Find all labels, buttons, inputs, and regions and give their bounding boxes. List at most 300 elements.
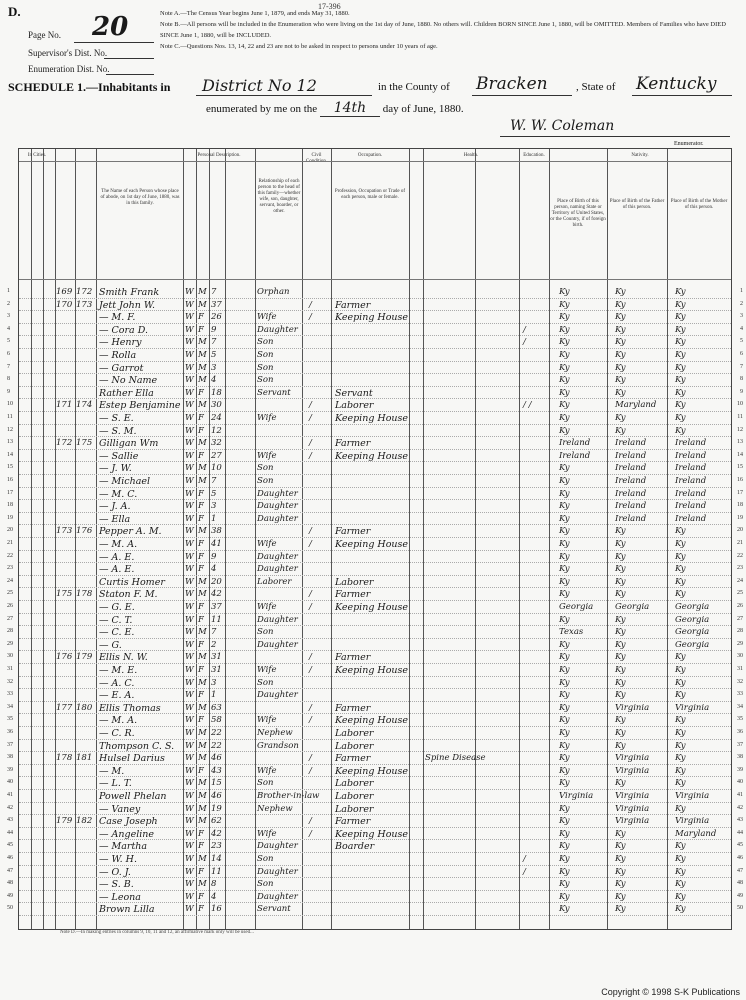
cell-name: — Henry <box>99 337 142 349</box>
cell-sex: M <box>198 299 207 310</box>
cell-relation: Daughter <box>257 614 298 625</box>
cell-sex: M <box>198 476 207 486</box>
cell-color: W <box>185 715 194 726</box>
cell-civil: / <box>309 589 312 600</box>
line-number: 31 <box>7 666 13 672</box>
cell-color: W <box>185 400 194 411</box>
cell-age: 3 <box>211 677 217 688</box>
cell-father: Ireland <box>615 463 647 474</box>
cell-color: W <box>185 375 194 386</box>
cell-civil: / <box>309 450 312 461</box>
cell-relation: Nephew <box>257 728 293 738</box>
cell-father: Ky <box>615 299 626 310</box>
cell-health: Spine Disease <box>425 753 486 764</box>
cell-mother: Ky <box>675 778 686 789</box>
cell-birth: Ky <box>559 702 570 713</box>
cell-relation: Son <box>257 854 274 864</box>
cell-age: 24 <box>211 413 222 423</box>
line-number: 30 <box>7 653 13 660</box>
cell-family: 178 <box>76 589 93 600</box>
line-number-right: 8 <box>740 376 743 383</box>
cell-age: 3 <box>211 501 217 512</box>
table-row <box>7 764 743 777</box>
cell-sex: F <box>198 904 204 915</box>
cell-name: — O. J. <box>99 866 131 878</box>
cell-color: W <box>185 690 194 701</box>
cell-birth: Ky <box>559 690 570 701</box>
line-number: 36 <box>7 729 13 735</box>
cell-sex: M <box>198 627 207 638</box>
cell-name: — J. A. <box>99 501 131 513</box>
cell-sex: F <box>198 387 204 398</box>
line-number: 12 <box>7 426 13 433</box>
cell-age: 18 <box>211 387 222 398</box>
cell-occupation: Laborer <box>335 728 374 739</box>
table-row <box>7 701 743 714</box>
line-number-right: 5 <box>740 338 743 345</box>
cell-name: Ellis N. W. <box>99 652 148 664</box>
cell-father: Ky <box>615 387 626 398</box>
cell-relation: Daughter <box>257 488 298 499</box>
cell-relation: Wife <box>257 450 277 461</box>
cell-relation: Daughter <box>257 690 298 701</box>
cell-birth: Ky <box>559 828 570 839</box>
table-row <box>7 575 743 588</box>
cell-birth: Ky <box>559 350 570 360</box>
census-notes <box>160 8 740 52</box>
cell-sex: M <box>198 375 207 386</box>
line-number-right: 36 <box>737 729 743 735</box>
cell-sex: F <box>198 488 204 499</box>
header-education: Education. <box>523 153 545 158</box>
cell-color: W <box>185 816 194 827</box>
cell-birth: Ireland <box>559 450 591 461</box>
line-number: 16 <box>7 477 13 483</box>
line-number-right: 40 <box>737 779 743 786</box>
cell-mother: Virginia <box>675 702 710 713</box>
cell-sex: M <box>198 576 207 587</box>
line-number: 6 <box>7 351 10 357</box>
cell-sex: F <box>198 828 204 839</box>
cell-name: Gilligan Wm <box>99 438 159 450</box>
cell-name: — G. E. <box>99 602 135 613</box>
line-number-right: 3 <box>740 313 743 320</box>
cell-age: 31 <box>211 652 222 663</box>
cell-age: 7 <box>211 476 217 486</box>
cell-mother: Ky <box>675 526 686 537</box>
line-number-right: 50 <box>737 905 743 912</box>
cell-father: Ky <box>615 425 626 436</box>
footnote: Note D.—In making entries in columns 9, 10, 11 and 12, an affirmative mark only will be used... <box>60 930 254 935</box>
cell-birth: Ky <box>559 854 570 864</box>
cell-color: W <box>185 841 194 852</box>
cell-age: 4 <box>211 564 217 575</box>
line-number-right: 44 <box>737 829 743 836</box>
cell-mother: Ireland <box>675 513 707 524</box>
cell-relation: Son <box>257 879 274 890</box>
cell-birth: Ky <box>559 312 570 323</box>
cell-birth: Ky <box>559 287 570 297</box>
cell-birth: Ky <box>559 665 570 675</box>
cell-father: Ky <box>615 677 626 688</box>
cell-dwelling: 173 <box>56 526 73 537</box>
cell-age: 14 <box>211 854 222 864</box>
cell-color: W <box>185 627 194 638</box>
line-number: 1 <box>7 288 10 294</box>
table-row <box>7 298 743 311</box>
cell-color: W <box>185 602 194 612</box>
cell-age: 62 <box>211 816 222 827</box>
cell-mother: Ky <box>675 387 686 398</box>
cell-relation: Orphan <box>257 287 290 297</box>
cell-birth: Ky <box>559 413 570 423</box>
table-row <box>7 789 743 802</box>
cell-age: 22 <box>211 740 222 751</box>
cell-age: 31 <box>211 665 222 675</box>
cell-color: W <box>185 891 194 902</box>
cell-mother: Ky <box>675 589 686 600</box>
cell-age: 46 <box>211 753 222 764</box>
cell-mother: Ireland <box>675 438 707 449</box>
line-number: 41 <box>7 792 13 798</box>
cell-mother: Ireland <box>675 463 707 474</box>
cell-sex: F <box>198 425 204 436</box>
cell-dwelling: 169 <box>56 287 73 297</box>
table-row <box>7 461 743 475</box>
line-number-right: 9 <box>740 388 743 395</box>
cell-sex: F <box>198 501 204 512</box>
cell-father: Ky <box>615 841 626 852</box>
cell-relation: Son <box>257 476 274 486</box>
cell-age: 20 <box>211 576 222 587</box>
cell-age: 19 <box>211 803 222 814</box>
cell-name: — M. A. <box>99 715 138 727</box>
cell-birth: Ky <box>559 765 570 776</box>
cell-occupation: Farmer <box>335 526 371 538</box>
form-code: 17-396 <box>318 2 341 11</box>
cell-color: W <box>185 476 194 486</box>
table-row <box>7 751 743 765</box>
cell-mother: Ky <box>675 539 686 549</box>
cell-edu: / <box>523 866 526 877</box>
cell-name: — Angeline <box>99 828 155 840</box>
cell-mother: Ky <box>675 350 686 360</box>
cell-father: Ireland <box>615 438 647 449</box>
cell-mother: Ky <box>675 652 686 663</box>
cell-color: W <box>185 740 194 751</box>
cell-father: Virginia <box>615 791 650 801</box>
line-number: 20 <box>7 527 13 534</box>
cell-father: Ky <box>615 312 626 323</box>
cell-father: Ky <box>615 627 626 638</box>
note-a: Note A.—The Census Year begins June 1, 1879, and ends May 31, 1880. <box>160 10 350 17</box>
cell-mother: Ireland <box>675 450 707 461</box>
line-number: 15 <box>7 464 13 471</box>
line-number: 42 <box>7 804 13 811</box>
table-row <box>7 436 743 450</box>
cell-sex: F <box>198 891 204 902</box>
table-row <box>7 474 743 487</box>
line-number-right: 31 <box>737 666 743 672</box>
cell-relation: Daughter <box>257 866 298 877</box>
cell-age: 5 <box>211 350 217 360</box>
line-number-right: 24 <box>737 577 743 584</box>
cell-mother: Virginia <box>675 791 710 801</box>
table-row <box>7 776 743 790</box>
cell-family: 175 <box>76 438 93 449</box>
cell-relation: Daughter <box>257 841 298 852</box>
table-row <box>7 550 743 563</box>
cell-father: Ky <box>615 904 626 915</box>
line-number-right: 34 <box>737 703 743 710</box>
line-number-right: 37 <box>737 741 743 748</box>
cell-name: Case Joseph <box>99 816 158 828</box>
line-number-right: 38 <box>737 754 743 761</box>
cell-mother: Ky <box>675 753 686 764</box>
cell-age: 7 <box>211 337 217 348</box>
line-number-right: 10 <box>737 401 743 408</box>
cell-name: — M. <box>99 765 125 777</box>
corner-letter: D. <box>8 4 21 19</box>
line-number: 37 <box>7 741 13 748</box>
cell-mother: Ky <box>675 665 686 675</box>
cell-occupation: Keeping House <box>335 539 409 550</box>
line-number: 24 <box>7 577 13 584</box>
cell-sex: M <box>198 463 207 474</box>
cell-sex: M <box>198 589 207 600</box>
table-row <box>7 398 743 412</box>
cell-sex: F <box>198 602 204 612</box>
header-birth-person: Place of Birth of this person, naming State or Territory of United States, or the Country, if of foreign birth. <box>550 199 606 228</box>
cell-color: W <box>185 866 194 877</box>
cell-dwelling: 171 <box>56 400 73 411</box>
cell-mother: Ky <box>675 866 686 877</box>
cell-color: W <box>185 614 194 625</box>
cell-birth: Ky <box>559 564 570 575</box>
cell-sex: F <box>198 324 204 335</box>
line-number: 47 <box>7 867 13 874</box>
cell-father: Ky <box>615 614 626 625</box>
cell-name: — Cora D. <box>99 324 149 336</box>
cell-age: 10 <box>211 463 222 474</box>
line-number-right: 28 <box>737 628 743 635</box>
table-row <box>7 562 743 576</box>
cell-father: Ky <box>615 564 626 575</box>
cell-birth: Ky <box>559 513 570 524</box>
table-row <box>7 323 743 336</box>
cell-father: Maryland <box>615 400 657 411</box>
line-number: 38 <box>7 754 13 761</box>
cell-name: Brown Lilla <box>99 904 155 916</box>
cell-relation: Son <box>257 337 274 348</box>
cell-occupation: Keeping House <box>335 312 409 324</box>
cell-name: Powell Phelan <box>99 791 167 802</box>
cell-sex: M <box>198 337 207 348</box>
cell-birth: Ky <box>559 589 570 600</box>
table-row <box>7 499 743 513</box>
line-number: 29 <box>7 640 13 647</box>
cell-father: Ky <box>615 879 626 890</box>
line-number: 19 <box>7 514 13 521</box>
cell-occupation: Laborer <box>335 778 374 790</box>
cell-father: Ky <box>615 287 626 297</box>
cell-color: W <box>185 287 194 297</box>
cell-age: 1 <box>211 513 217 524</box>
cell-sex: F <box>198 639 204 650</box>
table-row <box>7 852 743 865</box>
line-number: 13 <box>7 439 13 446</box>
table-row <box>7 814 743 828</box>
cell-dwelling: 172 <box>56 438 73 449</box>
line-number: 2 <box>7 300 10 307</box>
cell-family: 182 <box>76 816 93 827</box>
cell-sex: F <box>198 551 204 562</box>
cell-birth: Ky <box>559 425 570 436</box>
cell-mother: Ky <box>675 576 686 587</box>
cell-relation: Wife <box>257 765 277 776</box>
cell-color: W <box>185 639 194 650</box>
cell-birth: Georgia <box>559 602 594 612</box>
cell-age: 11 <box>211 614 222 625</box>
cell-relation: Wife <box>257 715 277 726</box>
cell-sex: M <box>198 287 207 297</box>
cell-edu: / / <box>523 400 532 411</box>
line-number: 21 <box>7 540 13 546</box>
census-table <box>7 148 743 930</box>
line-number: 33 <box>7 691 13 698</box>
cell-name: — A. E. <box>99 564 135 576</box>
cell-birth: Ky <box>559 526 570 537</box>
cell-sex: F <box>198 614 204 625</box>
cell-family: 179 <box>76 652 93 663</box>
table-row <box>7 449 743 462</box>
cell-father: Georgia <box>615 602 650 612</box>
cell-family: 176 <box>76 526 93 537</box>
line-number-right: 26 <box>737 603 743 609</box>
line-number: 43 <box>7 817 13 824</box>
line-number-right: 2 <box>740 300 743 307</box>
cell-relation: Son <box>257 778 274 789</box>
table-row <box>7 373 743 387</box>
cell-age: 11 <box>211 866 222 877</box>
cell-father: Ireland <box>615 488 647 499</box>
cell-occupation: Keeping House <box>335 602 409 613</box>
cell-age: 32 <box>211 438 222 449</box>
cell-birth: Ky <box>559 778 570 789</box>
cell-civil: / <box>309 715 312 726</box>
cell-family: 172 <box>76 287 93 297</box>
line-number: 22 <box>7 552 13 559</box>
cell-age: 4 <box>211 891 217 902</box>
enumerator-label: Enumerator. <box>674 141 704 147</box>
cell-color: W <box>185 526 194 537</box>
cell-name: — Michael <box>99 476 151 487</box>
cell-sex: F <box>198 841 204 852</box>
cell-father: Ky <box>615 337 626 348</box>
cell-sex: F <box>198 450 204 461</box>
cell-sex: F <box>198 665 204 675</box>
table-row <box>7 688 743 702</box>
line-number: 4 <box>7 325 10 332</box>
cell-relation: Servant <box>257 904 291 915</box>
cell-mother: Ky <box>675 400 686 411</box>
cell-sex: M <box>198 362 207 373</box>
cell-birth: Ky <box>559 501 570 512</box>
cell-birth: Ky <box>559 715 570 726</box>
cell-name: Hulsel Darius <box>99 753 165 765</box>
cell-color: W <box>185 324 194 335</box>
cell-color: W <box>185 904 194 915</box>
table-row <box>7 877 743 891</box>
cell-name: — M. F. <box>99 312 136 324</box>
cell-color: W <box>185 652 194 663</box>
line-number: 34 <box>7 703 13 710</box>
cell-father: Virginia <box>615 816 650 827</box>
cell-name: — Rolla <box>99 350 137 361</box>
line-number-right: 32 <box>737 678 743 685</box>
cell-age: 42 <box>211 828 222 839</box>
cell-birth: Ky <box>559 324 570 335</box>
cell-mother: Ireland <box>675 476 707 486</box>
table-row <box>7 865 743 878</box>
cell-civil: / <box>309 438 312 449</box>
table-row <box>7 663 743 676</box>
cell-name: Rather Ella <box>99 387 154 399</box>
cell-relation: Daughter <box>257 564 298 575</box>
header-relationship: Relationship of each person to the head of this family—whether wife, son, daughter, servant, boarder, or other. <box>257 179 301 214</box>
line-number-right: 16 <box>737 477 743 483</box>
table-row <box>7 386 743 399</box>
state-value: Kentucky <box>636 74 717 94</box>
header-health: Health. <box>463 153 479 158</box>
cell-sex: F <box>198 866 204 877</box>
line-number: 17 <box>7 489 13 496</box>
enumeration-dist-label: Enumeration Dist. No. <box>28 64 110 74</box>
cell-name: — No Name <box>99 375 158 387</box>
cell-birth: Ky <box>559 753 570 764</box>
cell-color: W <box>185 589 194 600</box>
cell-name: — E. A. <box>99 690 135 702</box>
cell-name: Jett John W. <box>99 299 155 311</box>
table-row <box>7 739 743 752</box>
cell-father: Ireland <box>615 450 647 461</box>
cell-relation: Wife <box>257 602 277 612</box>
line-number-right: 49 <box>737 892 743 899</box>
line-number: 9 <box>7 388 10 395</box>
cell-age: 9 <box>211 551 217 562</box>
line-number-right: 39 <box>737 766 743 773</box>
cell-color: W <box>185 299 194 310</box>
line-number-right: 20 <box>737 527 743 534</box>
cell-sex: F <box>198 715 204 726</box>
table-row <box>7 902 743 916</box>
cell-mother: Ky <box>675 891 686 902</box>
line-number-right: 22 <box>737 552 743 559</box>
cell-name: — Vaney <box>99 803 141 815</box>
cell-father: Ky <box>615 375 626 386</box>
cell-age: 58 <box>211 715 222 726</box>
cell-civil: / <box>309 400 312 411</box>
cell-mother: Virginia <box>675 816 710 827</box>
cell-occupation: Keeping House <box>335 450 409 462</box>
cell-edu: / <box>523 337 526 348</box>
cell-relation: Daughter <box>257 513 298 524</box>
cell-birth: Ky <box>559 816 570 827</box>
line-number: 10 <box>7 401 13 408</box>
line-number-right: 21 <box>737 540 743 546</box>
line-number-right: 43 <box>737 817 743 824</box>
cell-father: Ky <box>615 589 626 600</box>
